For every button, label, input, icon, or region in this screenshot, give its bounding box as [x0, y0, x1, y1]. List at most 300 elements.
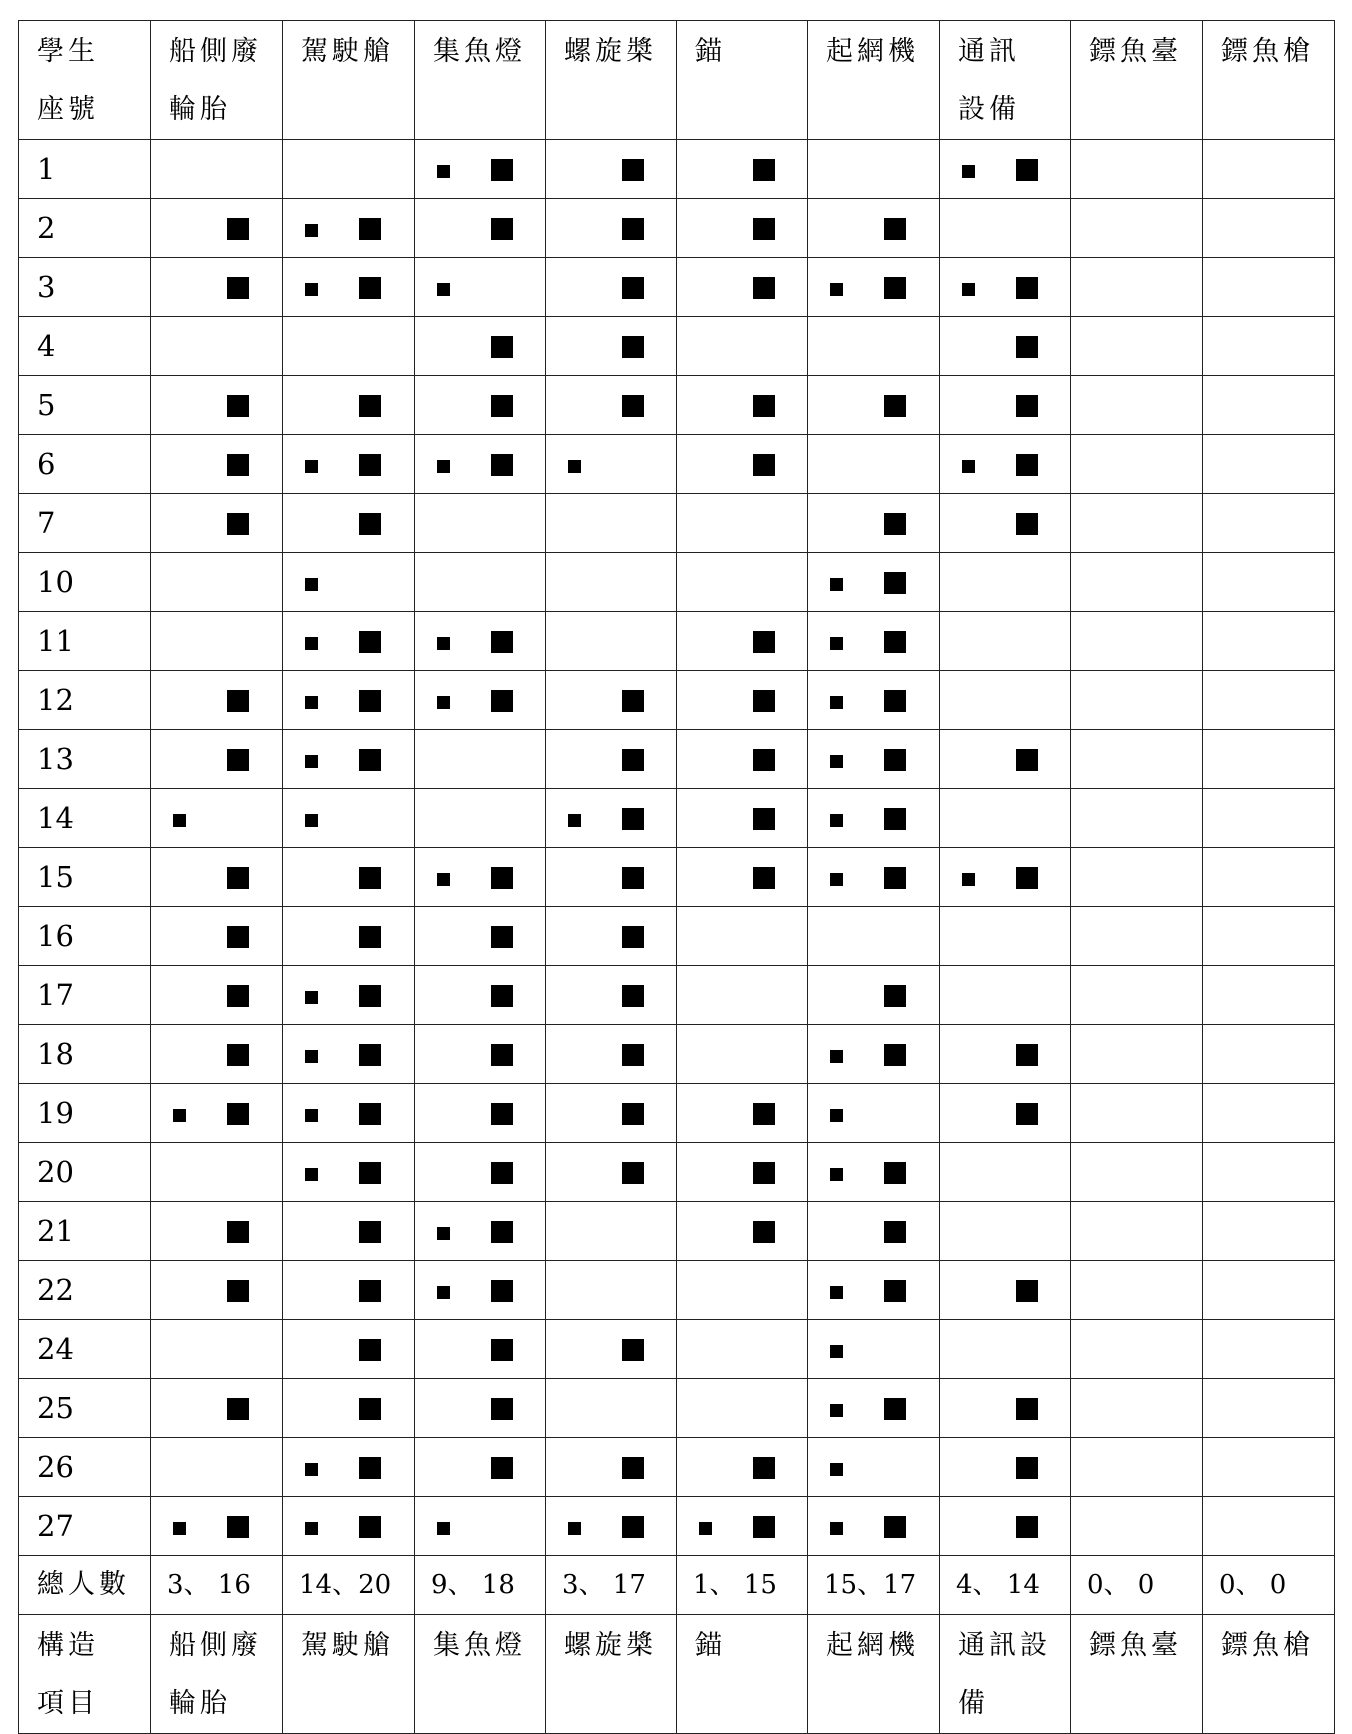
large-square-mark: [359, 690, 381, 712]
mark-cell: [1071, 1320, 1203, 1379]
mark-cell-inner: [546, 1143, 676, 1201]
mark-cell: [546, 1143, 677, 1202]
mark-cell-inner: [283, 1320, 414, 1378]
mark-cell-inner: [808, 907, 939, 965]
small-square-mark: [305, 637, 318, 650]
seat-cell: [19, 966, 151, 1025]
footer-cell: [546, 1615, 677, 1734]
seat-cell: [19, 730, 151, 789]
mark-cell-inner: [1071, 1438, 1202, 1496]
mark-cell-inner: [415, 1438, 545, 1496]
large-square-mark: [884, 690, 906, 712]
large-square-mark: [1016, 159, 1038, 181]
mark-cell-inner: [283, 1143, 414, 1201]
large-square-mark: [753, 867, 775, 889]
totals-value: 3、 17: [562, 1570, 646, 1600]
seat-number: 6: [37, 447, 56, 481]
mark-cell: [808, 966, 940, 1025]
mark-cell: [677, 966, 808, 1025]
mark-cell: [546, 730, 677, 789]
seat-number: 15: [37, 860, 74, 894]
small-square-mark: [305, 755, 318, 768]
large-square-mark: [753, 454, 775, 476]
mark-cell: [546, 494, 677, 553]
mark-cell: [283, 1497, 415, 1556]
seat-cell: [19, 1320, 151, 1379]
mark-cell-inner: [415, 376, 545, 434]
large-square-mark: [359, 1103, 381, 1125]
mark-cell-inner: [1203, 258, 1334, 316]
mark-cell-inner: [546, 730, 676, 788]
mark-cell: [1203, 966, 1335, 1025]
large-square-mark: [491, 1103, 513, 1125]
table-row: [19, 789, 1335, 848]
mark-cell: [1071, 612, 1203, 671]
mark-cell-inner: [1071, 199, 1202, 257]
mark-cell: [1203, 848, 1335, 907]
large-square-mark: [884, 1516, 906, 1538]
mark-cell-inner: [151, 140, 282, 198]
large-square-mark: [884, 277, 906, 299]
table-row: [19, 730, 1335, 789]
totals-cell: [415, 1556, 546, 1615]
table-row: [19, 199, 1335, 258]
large-square-mark: [884, 985, 906, 1007]
mark-cell: [1203, 494, 1335, 553]
small-square-mark: [568, 814, 581, 827]
mark-cell-inner: [151, 435, 282, 493]
large-square-mark: [359, 395, 381, 417]
header-label: 錨: [695, 36, 726, 67]
mark-cell: [283, 376, 415, 435]
mark-cell: [151, 789, 283, 848]
mark-cell: [546, 553, 677, 612]
large-square-mark: [884, 1221, 906, 1243]
large-square-mark: [491, 1162, 513, 1184]
mark-cell-inner: [283, 376, 414, 434]
mark-cell-inner: [1071, 376, 1202, 434]
mark-cell-inner: [1071, 1025, 1202, 1083]
mark-cell-inner: [677, 730, 807, 788]
small-square-mark: [962, 873, 975, 886]
mark-cell-inner: [808, 1084, 939, 1142]
mark-cell: [151, 1084, 283, 1143]
large-square-mark: [227, 749, 249, 771]
table-row: [19, 1320, 1335, 1379]
mark-cell-inner: [1203, 1497, 1334, 1555]
small-square-mark: [830, 1050, 843, 1063]
seat-number: 17: [37, 978, 74, 1012]
mark-cell: [1203, 1438, 1335, 1497]
mark-cell: [677, 553, 808, 612]
small-square-mark: [305, 991, 318, 1004]
large-square-mark: [227, 277, 249, 299]
totals-value: 0、 0: [1087, 1570, 1155, 1600]
mark-cell-inner: [283, 258, 414, 316]
mark-cell: [415, 376, 546, 435]
mark-cell: [677, 848, 808, 907]
header-label: 通訊 設備: [958, 36, 1020, 125]
large-square-mark: [359, 631, 381, 653]
mark-cell-inner: [677, 612, 807, 670]
mark-cell: [677, 140, 808, 199]
mark-cell: [415, 1438, 546, 1497]
mark-cell-inner: [1071, 494, 1202, 552]
mark-cell-inner: [1071, 1320, 1202, 1378]
mark-cell: [1071, 671, 1203, 730]
mark-cell-inner: [808, 140, 939, 198]
mark-cell-inner: [940, 789, 1070, 847]
small-square-mark: [699, 1522, 712, 1535]
mark-cell-inner: [151, 1320, 282, 1378]
seat-number: 11: [37, 624, 74, 658]
mark-cell-inner: [151, 1202, 282, 1260]
mark-cell: [1071, 1438, 1203, 1497]
seat-cell: [19, 1202, 151, 1261]
large-square-mark: [622, 1162, 644, 1184]
mark-cell-inner: [940, 1202, 1070, 1260]
mark-cell: [546, 671, 677, 730]
mark-cell-inner: [1203, 494, 1334, 552]
mark-cell-inner: [940, 199, 1070, 257]
mark-cell: [808, 671, 940, 730]
header-cell: [1203, 21, 1335, 140]
large-square-mark: [884, 572, 906, 594]
large-square-mark: [359, 218, 381, 240]
mark-cell: [415, 789, 546, 848]
mark-cell-inner: [1203, 907, 1334, 965]
mark-cell-inner: [940, 553, 1070, 611]
mark-cell-inner: [940, 848, 1070, 906]
small-square-mark: [830, 283, 843, 296]
mark-cell: [1203, 317, 1335, 376]
mark-cell: [1071, 789, 1203, 848]
mark-cell: [1071, 1084, 1203, 1143]
footer-cell-first: [19, 1615, 151, 1734]
mark-cell: [808, 317, 940, 376]
small-square-mark: [830, 814, 843, 827]
mark-cell: [283, 848, 415, 907]
footer-cell: [1203, 1615, 1335, 1734]
mark-cell: [940, 612, 1071, 671]
mark-cell-inner: [415, 848, 545, 906]
table-row: [19, 494, 1335, 553]
footer-cell: [808, 1615, 940, 1734]
mark-cell-inner: [151, 730, 282, 788]
mark-cell-inner: [546, 1320, 676, 1378]
seat-cell: [19, 1143, 151, 1202]
seat-cell: [19, 376, 151, 435]
mark-cell: [940, 1320, 1071, 1379]
large-square-mark: [753, 808, 775, 830]
footer-label-first: 構造 項目: [37, 1630, 99, 1719]
mark-cell: [677, 1143, 808, 1202]
seat-cell: [19, 553, 151, 612]
mark-cell: [151, 1497, 283, 1556]
large-square-mark: [1016, 867, 1038, 889]
seat-cell: [19, 1438, 151, 1497]
mark-cell-inner: [677, 553, 807, 611]
large-square-mark: [227, 867, 249, 889]
totals-value: 15、17: [824, 1570, 917, 1600]
large-square-mark: [753, 1516, 775, 1538]
header-label: 鏢魚臺: [1089, 36, 1182, 67]
large-square-mark: [1016, 1280, 1038, 1302]
footer-cell: [283, 1615, 415, 1734]
table-row: [19, 1261, 1335, 1320]
large-square-mark: [359, 867, 381, 889]
mark-cell: [1203, 612, 1335, 671]
header-cell: [415, 21, 546, 140]
large-square-mark: [359, 454, 381, 476]
mark-cell: [808, 730, 940, 789]
mark-cell: [940, 671, 1071, 730]
mark-cell-inner: [1071, 848, 1202, 906]
small-square-mark: [568, 1522, 581, 1535]
mark-cell: [546, 435, 677, 494]
mark-cell-inner: [283, 494, 414, 552]
mark-cell: [283, 317, 415, 376]
mark-cell: [1071, 1143, 1203, 1202]
seat-cell: [19, 435, 151, 494]
mark-cell: [677, 199, 808, 258]
large-square-mark: [1016, 1103, 1038, 1125]
mark-cell-inner: [677, 1497, 807, 1555]
large-square-mark: [1016, 1457, 1038, 1479]
mark-cell-inner: [546, 612, 676, 670]
mark-cell-inner: [415, 612, 545, 670]
header-cell-seat: [19, 21, 151, 140]
mark-cell-inner: [1071, 258, 1202, 316]
small-square-mark: [305, 1463, 318, 1476]
mark-cell-inner: [1203, 553, 1334, 611]
mark-cell: [677, 258, 808, 317]
large-square-mark: [753, 1457, 775, 1479]
mark-cell: [415, 1084, 546, 1143]
mark-cell: [151, 1202, 283, 1261]
large-square-mark: [359, 513, 381, 535]
mark-cell-inner: [1071, 1379, 1202, 1437]
mark-cell: [151, 1143, 283, 1202]
mark-cell-inner: [151, 848, 282, 906]
large-square-mark: [359, 1221, 381, 1243]
mark-cell: [151, 199, 283, 258]
mark-cell-inner: [1203, 140, 1334, 198]
mark-cell: [940, 1084, 1071, 1143]
mark-cell: [151, 435, 283, 494]
seat-number: 24: [37, 1332, 74, 1366]
mark-cell-inner: [940, 1438, 1070, 1496]
mark-cell: [808, 907, 940, 966]
mark-cell-inner: [940, 730, 1070, 788]
mark-cell-inner: [283, 1202, 414, 1260]
header-cell: [283, 21, 415, 140]
mark-cell-inner: [546, 1379, 676, 1437]
mark-cell-inner: [151, 1261, 282, 1319]
mark-cell-inner: [1071, 317, 1202, 375]
large-square-mark: [622, 1339, 644, 1361]
large-square-mark: [491, 159, 513, 181]
mark-cell-inner: [415, 789, 545, 847]
mark-cell-inner: [808, 671, 939, 729]
small-square-mark: [305, 578, 318, 591]
small-square-mark: [305, 224, 318, 237]
mark-cell-inner: [151, 317, 282, 375]
seat-number: 26: [37, 1450, 74, 1484]
mark-cell-inner: [677, 140, 807, 198]
mark-cell-inner: [1203, 376, 1334, 434]
mark-cell: [151, 907, 283, 966]
mark-cell: [283, 553, 415, 612]
small-square-mark: [305, 1522, 318, 1535]
mark-cell-inner: [546, 671, 676, 729]
mark-cell: [283, 612, 415, 671]
small-square-mark: [305, 1050, 318, 1063]
footer-label: 螺旋槳: [564, 1630, 657, 1661]
large-square-mark: [753, 395, 775, 417]
table-row: [19, 435, 1335, 494]
large-square-mark: [227, 513, 249, 535]
mark-cell-inner: [1203, 612, 1334, 670]
large-square-mark: [622, 1516, 644, 1538]
mark-cell-inner: [940, 966, 1070, 1024]
mark-cell-inner: [1203, 730, 1334, 788]
mark-cell-inner: [151, 907, 282, 965]
mark-cell: [151, 1320, 283, 1379]
header-label: 螺旋槳: [564, 36, 657, 67]
mark-cell: [808, 1320, 940, 1379]
mark-cell-inner: [546, 1261, 676, 1319]
mark-cell-inner: [415, 258, 545, 316]
mark-cell: [151, 317, 283, 376]
large-square-mark: [491, 1398, 513, 1420]
mark-cell-inner: [808, 1497, 939, 1555]
table-row: [19, 258, 1335, 317]
mark-cell: [940, 848, 1071, 907]
mark-cell-inner: [151, 1379, 282, 1437]
mark-cell: [546, 376, 677, 435]
small-square-mark: [305, 460, 318, 473]
large-square-mark: [227, 1221, 249, 1243]
mark-cell-inner: [283, 1084, 414, 1142]
mark-cell-inner: [151, 376, 282, 434]
mark-cell-inner: [940, 1143, 1070, 1201]
mark-cell-inner: [1203, 1320, 1334, 1378]
mark-cell-inner: [546, 1202, 676, 1260]
large-square-mark: [622, 1103, 644, 1125]
small-square-mark: [437, 1522, 450, 1535]
mark-cell-inner: [677, 1143, 807, 1201]
mark-cell-inner: [1203, 1202, 1334, 1260]
large-square-mark: [884, 867, 906, 889]
mark-cell-inner: [940, 258, 1070, 316]
seat-number: 21: [37, 1214, 74, 1248]
table-row: [19, 671, 1335, 730]
footer-label: 通訊設 備: [958, 1630, 1051, 1719]
mark-cell-inner: [1071, 435, 1202, 493]
mark-cell-inner: [415, 1025, 545, 1083]
small-square-mark: [830, 873, 843, 886]
mark-cell: [808, 1202, 940, 1261]
mark-cell-inner: [940, 1261, 1070, 1319]
large-square-mark: [359, 985, 381, 1007]
small-square-mark: [962, 283, 975, 296]
mark-cell-inner: [283, 553, 414, 611]
mark-cell-inner: [940, 1025, 1070, 1083]
mark-cell-inner: [940, 671, 1070, 729]
small-square-mark: [830, 578, 843, 591]
mark-cell: [940, 907, 1071, 966]
mark-cell-inner: [415, 1379, 545, 1437]
small-square-mark: [305, 814, 318, 827]
mark-cell: [808, 553, 940, 612]
mark-cell: [415, 435, 546, 494]
mark-cell: [940, 140, 1071, 199]
mark-cell-inner: [1071, 1143, 1202, 1201]
large-square-mark: [1016, 1516, 1038, 1538]
small-square-mark: [437, 873, 450, 886]
seat-number: 20: [37, 1155, 74, 1189]
large-square-mark: [622, 1044, 644, 1066]
totals-label-cell: [19, 1556, 151, 1615]
mark-cell-inner: [1071, 730, 1202, 788]
mark-cell: [415, 1379, 546, 1438]
mark-cell-inner: [283, 612, 414, 670]
large-square-mark: [622, 159, 644, 181]
mark-cell: [283, 907, 415, 966]
mark-cell: [808, 612, 940, 671]
mark-cell: [1071, 848, 1203, 907]
mark-cell: [1203, 258, 1335, 317]
header-cell: [546, 21, 677, 140]
mark-cell: [1071, 317, 1203, 376]
mark-cell-inner: [940, 140, 1070, 198]
mark-cell: [677, 317, 808, 376]
mark-cell: [677, 376, 808, 435]
header-row: [19, 21, 1335, 140]
large-square-mark: [491, 1339, 513, 1361]
large-square-mark: [491, 1221, 513, 1243]
large-square-mark: [753, 690, 775, 712]
seat-number: 25: [37, 1391, 74, 1425]
small-square-mark: [830, 637, 843, 650]
mark-cell-inner: [808, 494, 939, 552]
mark-cell-inner: [808, 966, 939, 1024]
mark-cell-inner: [415, 966, 545, 1024]
large-square-mark: [491, 1044, 513, 1066]
mark-cell: [151, 1379, 283, 1438]
mark-cell-inner: [808, 553, 939, 611]
mark-cell: [415, 199, 546, 258]
large-square-mark: [622, 926, 644, 948]
small-square-mark: [830, 1109, 843, 1122]
seat-number: 22: [37, 1273, 74, 1307]
mark-cell: [1203, 730, 1335, 789]
mark-cell: [283, 1320, 415, 1379]
table-row: [19, 1025, 1335, 1084]
seat-cell: [19, 789, 151, 848]
footer-label: 錨: [695, 1630, 726, 1661]
mark-cell-inner: [283, 1261, 414, 1319]
mark-cell: [283, 1438, 415, 1497]
mark-cell: [415, 553, 546, 612]
mark-cell-inner: [415, 199, 545, 257]
mark-cell: [415, 1497, 546, 1556]
mark-cell: [546, 199, 677, 258]
large-square-mark: [227, 926, 249, 948]
table-row: [19, 1438, 1335, 1497]
large-square-mark: [1016, 749, 1038, 771]
